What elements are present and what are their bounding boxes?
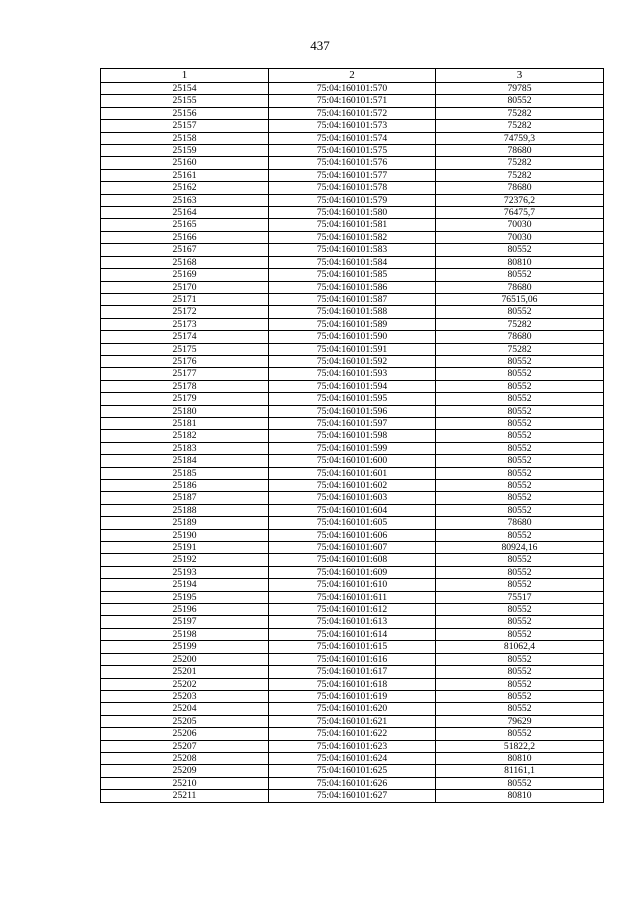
table-cell: 25205: [101, 715, 269, 727]
table-cell: 25162: [101, 182, 269, 194]
table-row: [101, 380, 604, 392]
table-cell: 80552: [436, 579, 604, 591]
table-row: [101, 293, 604, 305]
table-cell: 25191: [101, 542, 269, 554]
table-cell: 76515,06: [436, 293, 604, 305]
table-cell: 25167: [101, 244, 269, 256]
table-row: [101, 604, 604, 616]
table-cell: 25204: [101, 703, 269, 715]
table-cell: 75:04:160101:624: [269, 752, 436, 764]
table-cell: 75:04:160101:598: [269, 430, 436, 442]
table-row: [101, 517, 604, 529]
table-cell: 80810: [436, 752, 604, 764]
table-cell: 25156: [101, 107, 269, 119]
table-cell: 80552: [436, 604, 604, 616]
table-row: [101, 182, 604, 194]
table-cell: 25166: [101, 231, 269, 243]
table-row: [101, 269, 604, 281]
table-cell: 75:04:160101:572: [269, 107, 436, 119]
table-cell: 75:04:160101:579: [269, 194, 436, 206]
table-cell: 80552: [436, 306, 604, 318]
table-cell: 25201: [101, 666, 269, 678]
column-header: 3: [436, 69, 604, 83]
table-cell: 75:04:160101:592: [269, 355, 436, 367]
table-row: [101, 355, 604, 367]
table-row: [101, 777, 604, 789]
table-cell: 72376,2: [436, 194, 604, 206]
table-cell: 75:04:160101:625: [269, 765, 436, 777]
table-row: [101, 542, 604, 554]
table-row: [101, 616, 604, 628]
table-cell: 75:04:160101:606: [269, 529, 436, 541]
table-cell: 75:04:160101:615: [269, 641, 436, 653]
table-cell: 74759,3: [436, 132, 604, 144]
table-cell: 75:04:160101:570: [269, 83, 436, 95]
table-cell: 70030: [436, 219, 604, 231]
table-row: [101, 95, 604, 107]
table-cell: 75:04:160101:599: [269, 442, 436, 454]
table-cell: 81161,1: [436, 765, 604, 777]
table-cell: 75282: [436, 318, 604, 330]
table-row: [101, 430, 604, 442]
table-row: [101, 728, 604, 740]
data-table: [100, 68, 604, 803]
table-cell: 78680: [436, 517, 604, 529]
table-cell: 51822,2: [436, 740, 604, 752]
table-cell: 75:04:160101:612: [269, 604, 436, 616]
table-cell: 75282: [436, 120, 604, 132]
table-cell: 80552: [436, 504, 604, 516]
table-cell: 79629: [436, 715, 604, 727]
table-row: [101, 703, 604, 715]
table-row: [101, 169, 604, 181]
table-cell: 75:04:160101:626: [269, 777, 436, 789]
table-cell: 25202: [101, 678, 269, 690]
table-cell: 25189: [101, 517, 269, 529]
table-row: [101, 467, 604, 479]
table-row: [101, 281, 604, 293]
table-row: [101, 641, 604, 653]
table-cell: 25203: [101, 690, 269, 702]
table-row: [101, 157, 604, 169]
table-cell: 75:04:160101:591: [269, 343, 436, 355]
table-cell: 75:04:160101:573: [269, 120, 436, 132]
table-cell: 25177: [101, 368, 269, 380]
table-cell: 25172: [101, 306, 269, 318]
table-cell: 25197: [101, 616, 269, 628]
table-cell: 25207: [101, 740, 269, 752]
table-row: [101, 231, 604, 243]
table-cell: 25187: [101, 492, 269, 504]
table-cell: 80552: [436, 616, 604, 628]
table-cell: 75:04:160101:589: [269, 318, 436, 330]
table-cell: 70030: [436, 231, 604, 243]
table-cell: 25164: [101, 207, 269, 219]
table-cell: 75:04:160101:620: [269, 703, 436, 715]
table-row: [101, 628, 604, 640]
table-cell: 25157: [101, 120, 269, 132]
table-cell: 25179: [101, 393, 269, 405]
table-cell: 25183: [101, 442, 269, 454]
table-cell: 75:04:160101:602: [269, 480, 436, 492]
table-cell: 75:04:160101:613: [269, 616, 436, 628]
table-row: [101, 207, 604, 219]
table-cell: 80552: [436, 455, 604, 467]
table-cell: 25169: [101, 269, 269, 281]
table-cell: 75:04:160101:575: [269, 145, 436, 157]
table-cell: 80552: [436, 430, 604, 442]
table-cell: 80924,16: [436, 542, 604, 554]
table-cell: 25182: [101, 430, 269, 442]
table-row: [101, 566, 604, 578]
table-cell: 80552: [436, 355, 604, 367]
table-cell: 80552: [436, 628, 604, 640]
table-cell: 75:04:160101:581: [269, 219, 436, 231]
table-cell: 75:04:160101:574: [269, 132, 436, 144]
table-cell: 25209: [101, 765, 269, 777]
table-row: [101, 145, 604, 157]
table-cell: 25200: [101, 653, 269, 665]
table-cell: 80552: [436, 777, 604, 789]
table-row: [101, 790, 604, 802]
table-cell: 75:04:160101:622: [269, 728, 436, 740]
table-cell: 75282: [436, 107, 604, 119]
table-cell: 75:04:160101:627: [269, 790, 436, 802]
table-row: [101, 83, 604, 95]
table-cell: 25190: [101, 529, 269, 541]
table-cell: 80810: [436, 256, 604, 268]
table-cell: 80552: [436, 95, 604, 107]
table-cell: 76475,7: [436, 207, 604, 219]
table-cell: 25168: [101, 256, 269, 268]
column-header: 2: [269, 69, 436, 83]
table-row: [101, 331, 604, 343]
table-cell: 81062,4: [436, 641, 604, 653]
table-cell: 75:04:160101:604: [269, 504, 436, 516]
table-row: [101, 579, 604, 591]
table-cell: 75:04:160101:600: [269, 455, 436, 467]
table-row: [101, 455, 604, 467]
table-cell: 25163: [101, 194, 269, 206]
table-row: [101, 343, 604, 355]
table-cell: 25194: [101, 579, 269, 591]
table-cell: 80552: [436, 480, 604, 492]
table-cell: 75:04:160101:583: [269, 244, 436, 256]
table-cell: 75:04:160101:597: [269, 417, 436, 429]
table-cell: 25165: [101, 219, 269, 231]
table-cell: 25155: [101, 95, 269, 107]
table-cell: 25193: [101, 566, 269, 578]
table-row: [101, 442, 604, 454]
table-cell: 25180: [101, 405, 269, 417]
table-cell: 75:04:160101:593: [269, 368, 436, 380]
table-cell: 25174: [101, 331, 269, 343]
table-cell: 75:04:160101:610: [269, 579, 436, 591]
table-cell: 25178: [101, 380, 269, 392]
table-cell: 75:04:160101:578: [269, 182, 436, 194]
table-cell: 75282: [436, 157, 604, 169]
table-cell: 80552: [436, 678, 604, 690]
table-row: [101, 405, 604, 417]
table-cell: 25176: [101, 355, 269, 367]
table-cell: 80552: [436, 417, 604, 429]
table-cell: 25206: [101, 728, 269, 740]
table-cell: 80552: [436, 529, 604, 541]
table-cell: 75:04:160101:582: [269, 231, 436, 243]
table-cell: 25160: [101, 157, 269, 169]
table-cell: 75:04:160101:607: [269, 542, 436, 554]
table-cell: 75:04:160101:619: [269, 690, 436, 702]
table-cell: 75:04:160101:595: [269, 393, 436, 405]
table-row: [101, 480, 604, 492]
table-row: [101, 219, 604, 231]
table-cell: 80552: [436, 244, 604, 256]
table-cell: 25159: [101, 145, 269, 157]
table-row: [101, 690, 604, 702]
table-row: [101, 765, 604, 777]
table-cell: 25210: [101, 777, 269, 789]
table-row: [101, 492, 604, 504]
table-cell: 80552: [436, 393, 604, 405]
table-cell: 25184: [101, 455, 269, 467]
table-cell: 78680: [436, 331, 604, 343]
table-cell: 75282: [436, 169, 604, 181]
table-cell: 75:04:160101:571: [269, 95, 436, 107]
table-cell: 75:04:160101:594: [269, 380, 436, 392]
table-cell: 75:04:160101:601: [269, 467, 436, 479]
table-cell: 80552: [436, 492, 604, 504]
table-cell: 75:04:160101:586: [269, 281, 436, 293]
table-cell: 75:04:160101:609: [269, 566, 436, 578]
table-cell: 25181: [101, 417, 269, 429]
table-row: [101, 306, 604, 318]
table-cell: 25195: [101, 591, 269, 603]
table-cell: 25199: [101, 641, 269, 653]
table-cell: 25196: [101, 604, 269, 616]
table-row: [101, 653, 604, 665]
table-cell: 75:04:160101:585: [269, 269, 436, 281]
table-cell: 79785: [436, 83, 604, 95]
table-row: [101, 529, 604, 541]
table-row: [101, 554, 604, 566]
table-cell: 25198: [101, 628, 269, 640]
table-cell: 80552: [436, 690, 604, 702]
table-cell: 75:04:160101:611: [269, 591, 436, 603]
page-number: 437: [310, 38, 330, 53]
table-cell: 25185: [101, 467, 269, 479]
table-cell: 25175: [101, 343, 269, 355]
table-cell: 75:04:160101:614: [269, 628, 436, 640]
table-row: [101, 368, 604, 380]
table-row: [101, 740, 604, 752]
table-cell: 25173: [101, 318, 269, 330]
table-cell: 80552: [436, 467, 604, 479]
table-cell: 25171: [101, 293, 269, 305]
table-cell: 80552: [436, 554, 604, 566]
table-row: [101, 107, 604, 119]
table-cell: 75:04:160101:623: [269, 740, 436, 752]
table-header-row: [101, 69, 604, 83]
table-cell: 25208: [101, 752, 269, 764]
table-cell: 75282: [436, 343, 604, 355]
table-cell: 25192: [101, 554, 269, 566]
table-cell: 75:04:160101:596: [269, 405, 436, 417]
table-row: [101, 504, 604, 516]
table-row: [101, 244, 604, 256]
table-cell: 25186: [101, 480, 269, 492]
table-cell: 75:04:160101:621: [269, 715, 436, 727]
table-row: [101, 666, 604, 678]
table-cell: 80552: [436, 405, 604, 417]
table-row: [101, 318, 604, 330]
table-cell: 75:04:160101:587: [269, 293, 436, 305]
table-cell: 80552: [436, 269, 604, 281]
table-cell: 25158: [101, 132, 269, 144]
table-row: [101, 752, 604, 764]
table-row: [101, 132, 604, 144]
table-cell: 75:04:160101:617: [269, 666, 436, 678]
table-cell: 75:04:160101:608: [269, 554, 436, 566]
table-body: [101, 83, 604, 803]
table-cell: 25188: [101, 504, 269, 516]
table-cell: 80810: [436, 790, 604, 802]
table-row: [101, 678, 604, 690]
table-cell: 75:04:160101:590: [269, 331, 436, 343]
table-cell: 80552: [436, 442, 604, 454]
table-row: [101, 120, 604, 132]
table-cell: 80552: [436, 566, 604, 578]
table-cell: 75:04:160101:605: [269, 517, 436, 529]
table-cell: 25211: [101, 790, 269, 802]
table-cell: 75:04:160101:577: [269, 169, 436, 181]
table-cell: 80552: [436, 380, 604, 392]
table-cell: 80552: [436, 368, 604, 380]
table-cell: 75:04:160101:576: [269, 157, 436, 169]
table-cell: 25170: [101, 281, 269, 293]
table-cell: 78680: [436, 281, 604, 293]
table-row: [101, 591, 604, 603]
table-cell: 78680: [436, 182, 604, 194]
table-cell: 80552: [436, 728, 604, 740]
table-row: [101, 393, 604, 405]
table-cell: 75517: [436, 591, 604, 603]
table-cell: 25161: [101, 169, 269, 181]
table-cell: 75:04:160101:584: [269, 256, 436, 268]
table-row: [101, 256, 604, 268]
table-cell: 75:04:160101:618: [269, 678, 436, 690]
table-cell: 75:04:160101:580: [269, 207, 436, 219]
table-cell: 75:04:160101:616: [269, 653, 436, 665]
table-cell: 25154: [101, 83, 269, 95]
column-header: 1: [101, 69, 269, 83]
table-cell: 75:04:160101:588: [269, 306, 436, 318]
table-cell: 80552: [436, 666, 604, 678]
table-cell: 75:04:160101:603: [269, 492, 436, 504]
table-row: [101, 715, 604, 727]
table-row: [101, 194, 604, 206]
table-cell: 80552: [436, 703, 604, 715]
table-cell: 80552: [436, 653, 604, 665]
table-row: [101, 417, 604, 429]
table-cell: 78680: [436, 145, 604, 157]
